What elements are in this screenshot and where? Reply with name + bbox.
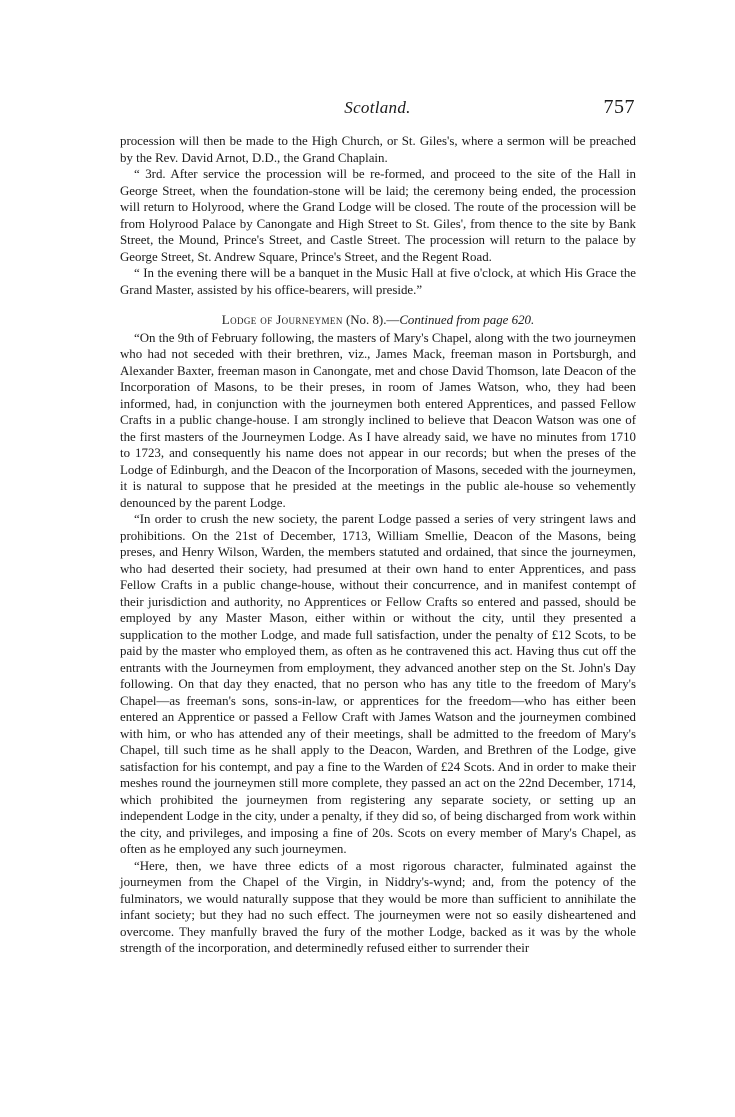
section-heading (120, 312, 636, 329)
section-heading-title: Lodge of Journeymen (221, 313, 343, 327)
page-number: 757 (603, 96, 635, 118)
paragraph-february: “On the 9th of February following, the masters of Mary's Chapel, along with the two journeymen who had not seceded with their brethren, viz., James Mack, freeman mason in Portsburgh, and Alexander Baxter, freeman mason in Canongate, met and chose David Thomson, late Deacon of the Incorporation of Masons, to be their preses, in room of James Watson, who, they had been informed, had, in conjunction with the journeymen both entered Apprentices, and passed Fellow Crafts in a public change-house. I am strongly inclined to believe that Deacon Watson was one of the first masters of the Journeymen Lodge. As I have already said, we have no minutes from 1710 to 1723, and consequently his name does not appear in our records; but when the preses of the Lodge of Edinburgh, and the Deacon of the Incorporation of Masons, seceded with the journeymen, it is natural to suppose that he presided at the meetings in the public ale-house so vehemently denounced by the parent Lodge. (120, 330, 636, 510)
section-heading-continued: Continued from page 620. (399, 313, 535, 327)
paragraph-crush-society: “In order to crush the new society, the parent Lodge passed a series of very stringent laws and prohibitions. On the 21st of December, 1713, William Smellie, Deacon of the Masons, being preses, and Henry Wilson, Warden, the members statuted and ordained, that since the journeymen, who had deserted their society, had presumed at their own hand to enter Apprentices, and pass Fellow Crafts in a public change-house, without their concurrence, and in manifest contempt of their jurisdiction and authority, no Apprentices or Fellow Crafts so entered and passed, should be employed by any Master Mason, either within or without the city, until they presented a supplication to the mother Lodge, and made full satisfaction, under the penalty of £12 Scots, to be paid by the master who employed them, as often as he contravened this act. Having thus cut off the entrants with the Journeymen from employment, they advanced another step on the St. John's Day following. On that day they enacted, that no person who has any title to the freedom of Mary's Chapel—as freeman's sons, sons-in-law, or apprentices for the freedom—who has either been entered an Apprentice or passed a Fellow Craft with James Watson and the journeymen combined with him, or who has attended any of their meetings, shall be admitted to the freedom of Mary's Chapel, till such time as he shall apply to the Deacon, Warden, and Brethren of the Lodge, give satisfaction for his contempt, and pay a fine to the Warden of £24 Scots. And in order to make their meshes round the journeymen still more complete, they passed an act on the 22nd December, 1714, which prohibited the journeymen from registering any separate society, or setting up an independent Lodge in the city, under a penalty, if they did so, of being discharged from work within the city, and privileges, and imposing a fine of 20s. Scots on every member of Mary's Chapel, as often as he employed any such journeymen. (120, 512, 636, 856)
running-head-title: Scotland. (344, 98, 411, 117)
paragraph-three-edicts: “Here, then, we have three edicts of a most rigorous character, fulminated against the journeymen from the Chapel of the Virgin, in Niddry's-wynd; and, from the potency of the fulminators, we would naturally suppose that they would be more than sufficient to annihilate the infant society; but they had no such effect. The journeymen were not so easily disheartened and overcome. They manfully braved the fury of the mother Lodge, backed as it was by the whole strength of the incorporation, and determinedly refused either to surrender their (120, 858, 636, 955)
paragraph-banquet: “ In the evening there will be a banquet in the Music Hall at five o'clock, at which His Grace the Grand Master, assisted by his office-bearers, will preside.” (120, 266, 636, 297)
paragraph-third-order: “ 3rd. After service the procession will be re-formed, and proceed to the site of the Hall in George Street, when the foundation-stone will be laid; the ceremony being ended, the procession will return to Holyrood, where the Grand Lodge will be closed. The route of the procession will be from Holyrood Palace by Canongate and High Street to St. Giles', from thence to the site by Bank Street, the Mound, Prince's Street, and Castle Street. The procession will return to the palace by George Street, St. Andrew Square, Prince's Street, and the Regent Road. (120, 167, 636, 264)
running-head (120, 98, 635, 124)
section-heading-number: (No. 8).— (342, 313, 400, 327)
paragraph-continued: procession will then be made to the High Church, or St. Giles's, where a sermon will be preached by the Rev. David Arnot, D.D., the Grand Chaplain. (120, 134, 636, 165)
body-text (120, 133, 636, 957)
